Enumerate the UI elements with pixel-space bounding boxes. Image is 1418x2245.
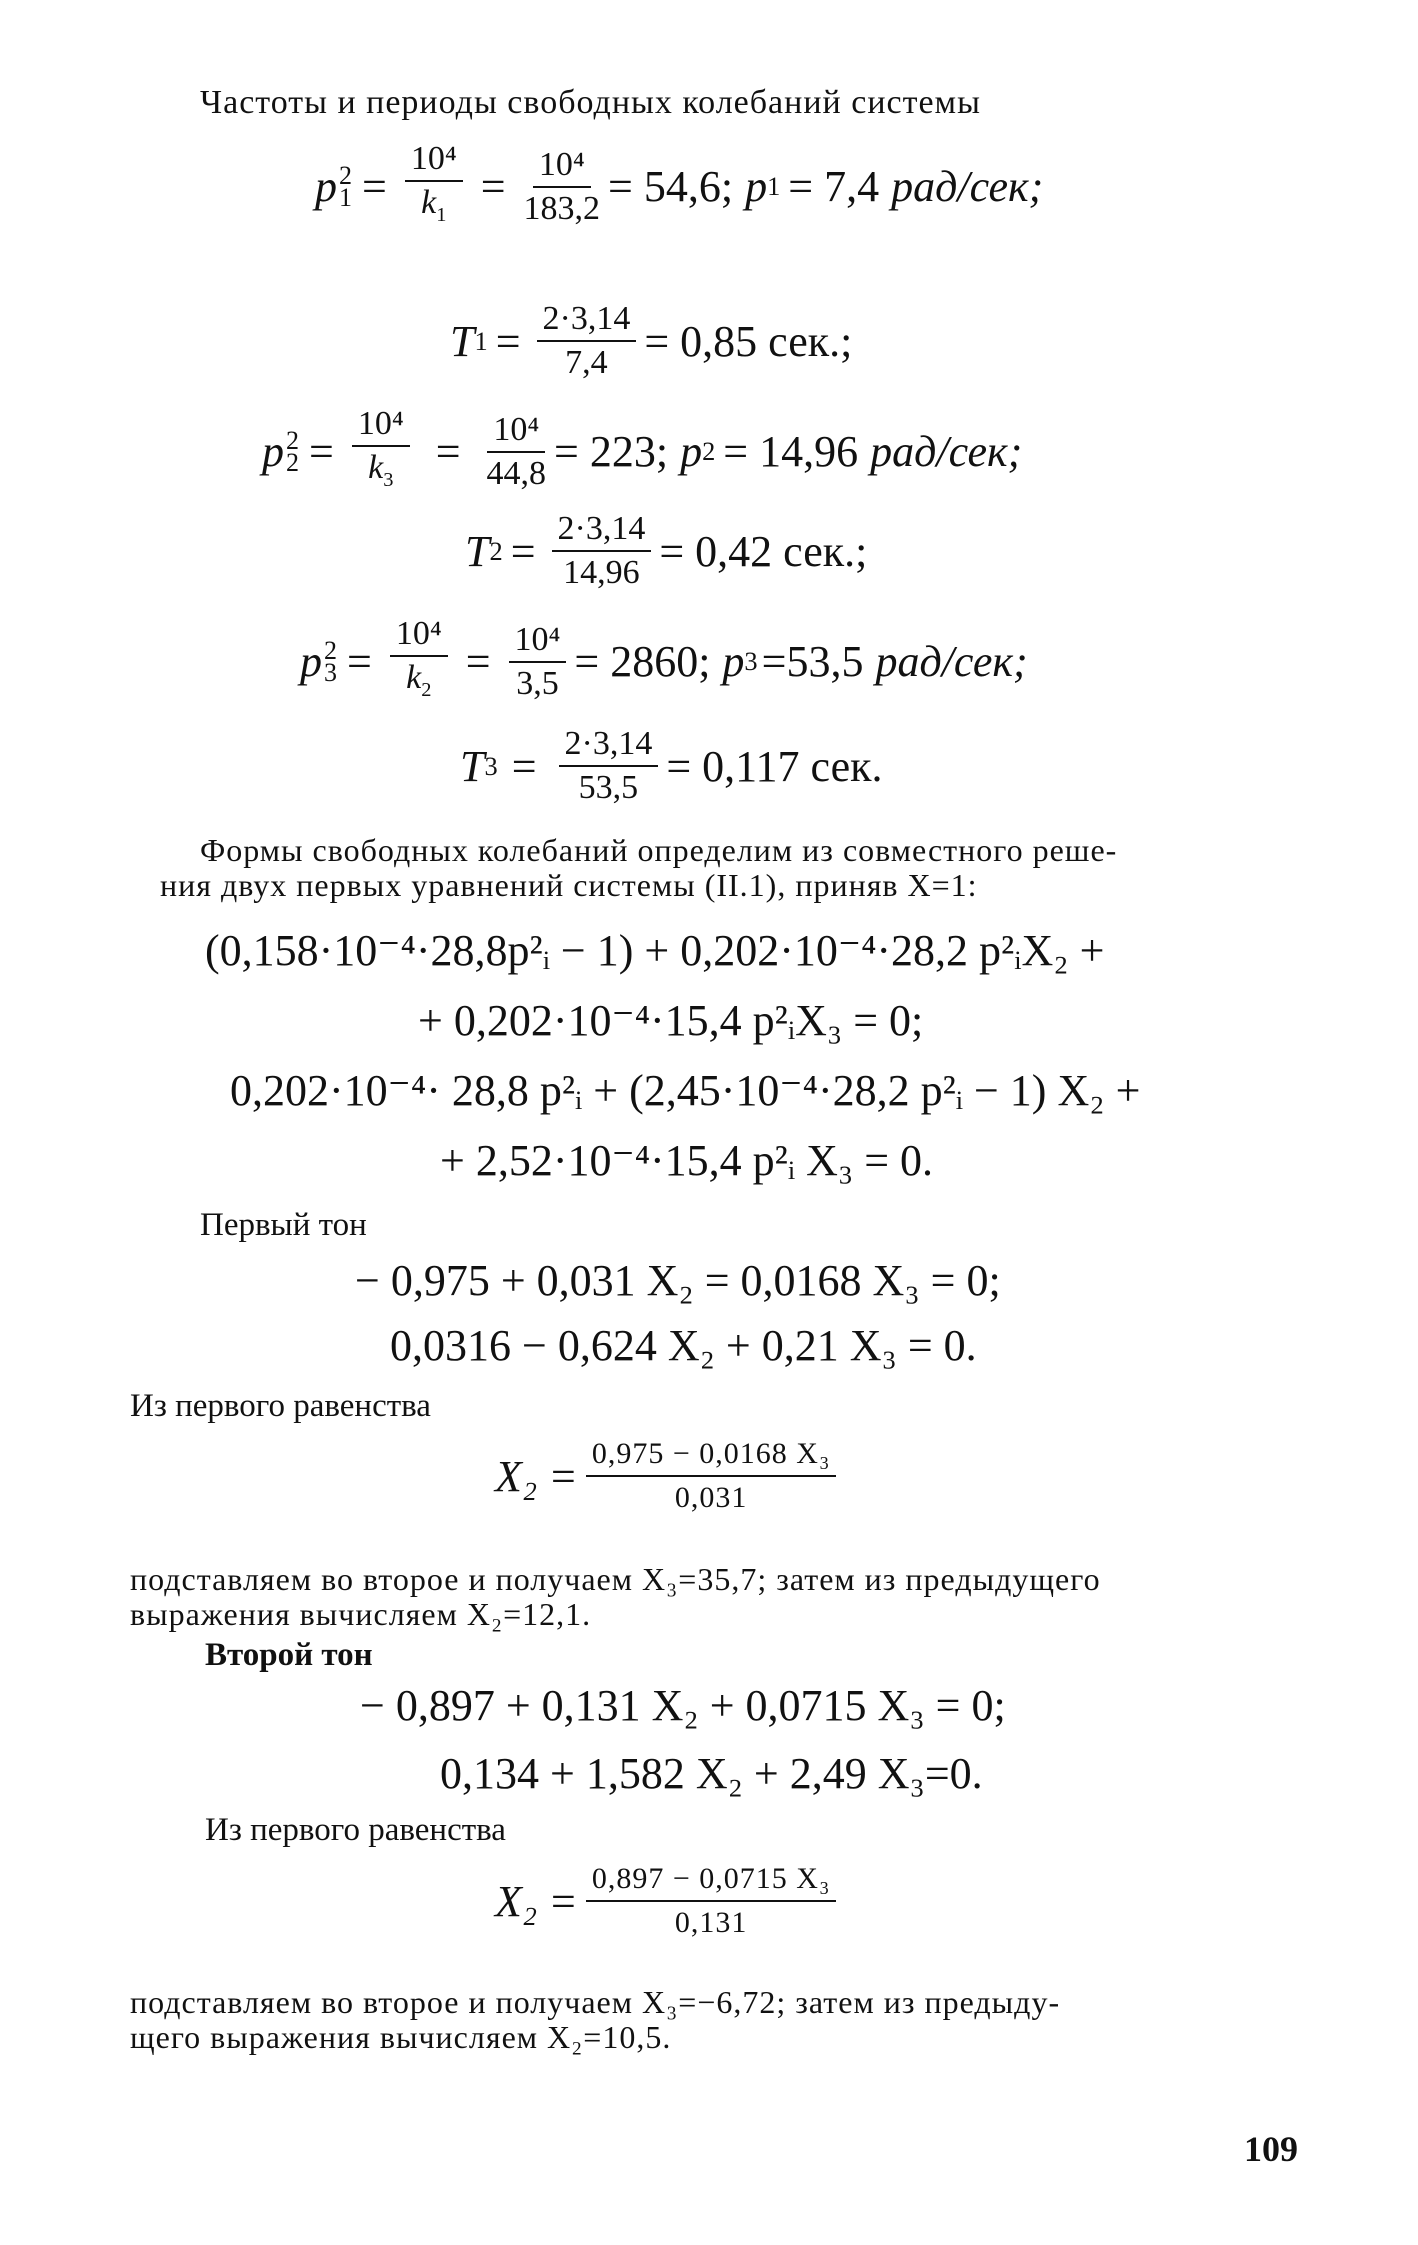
subscript: 3 xyxy=(383,468,394,491)
system-line1: (0,158·10⁻⁴·28,8p²ᵢ − 1) + 0,202·10⁻⁴·28,2 p²ᵢX₂ + xyxy=(205,926,1105,975)
page-number: 109 xyxy=(1244,2129,1298,2169)
superscript: 2 xyxy=(339,160,352,190)
fraction xyxy=(586,1860,837,1942)
numerator: 0,897 − 0,0715 X₃ xyxy=(586,1860,837,1902)
lhs: X₂ = xyxy=(495,1876,578,1926)
var-p: p xyxy=(722,637,745,687)
numerator: 10⁴ xyxy=(352,405,410,447)
fraction xyxy=(552,510,652,592)
equals-sign: = xyxy=(347,637,372,687)
numerator: 10⁴ xyxy=(487,411,545,453)
denominator: 44,8 xyxy=(486,454,547,492)
var-p: p xyxy=(315,162,337,212)
fraction xyxy=(405,140,463,234)
value: = 14,96 xyxy=(723,427,859,477)
equals-sign: = xyxy=(511,741,537,791)
subscript: 3 xyxy=(744,646,758,677)
var-k: k xyxy=(368,449,384,486)
subscript: 1 xyxy=(474,325,488,356)
fraction xyxy=(390,615,448,709)
denominator: 0,031 xyxy=(674,1481,748,1514)
subscript: 2 xyxy=(702,436,716,467)
fraction xyxy=(559,725,659,807)
subscript: 2 xyxy=(286,447,299,477)
var-T: T xyxy=(460,741,485,791)
denominator xyxy=(368,447,393,499)
denominator: 0,131 xyxy=(674,1906,748,1939)
var-p: p xyxy=(262,427,284,477)
system-line2: + 0,202·10⁻⁴·15,4 p²ᵢX₃ = 0; xyxy=(418,996,924,1045)
numerator: 10⁴ xyxy=(533,146,591,188)
unit: рад/сек; xyxy=(875,637,1028,687)
value: = 7,4 xyxy=(788,162,880,212)
result: = 0,42 сек.; xyxy=(659,526,868,576)
fraction xyxy=(487,411,547,493)
denominator xyxy=(406,657,431,709)
numerator: 0,975 − 0,0168 X₃ xyxy=(586,1435,837,1477)
sup-sub xyxy=(286,425,299,477)
superscript: 2 xyxy=(286,425,299,455)
denominator: 3,5 xyxy=(516,664,559,702)
equals-sign: = xyxy=(510,526,536,576)
denominator: 14,96 xyxy=(563,554,640,591)
second-tone-eq2: 0,134 + 1,582 X₂ + 2,49 X₃=0. xyxy=(440,1749,983,1798)
equals-sign: = xyxy=(435,427,461,477)
subscript: 3 xyxy=(324,657,337,687)
equals-sign: = xyxy=(309,427,334,477)
numerator: 2·3,14 xyxy=(537,300,637,342)
second-tone-label: Второй тон xyxy=(205,1637,373,1673)
x2-expression-2 xyxy=(495,1860,844,1942)
numerator: 10⁴ xyxy=(405,140,463,182)
equation-T3 xyxy=(460,725,883,807)
numerator: 2·3,14 xyxy=(559,725,659,767)
value: =53,5 xyxy=(761,637,864,687)
paragraph2-line1: подставляем во второе и получаем X₃=35,7; затем из предыдущего xyxy=(130,1561,1101,1597)
denominator: 183,2 xyxy=(523,189,601,227)
x2-expression-1 xyxy=(495,1435,844,1517)
fraction xyxy=(509,621,567,703)
system-line4: + 2,52·10⁻⁴·15,4 p²ᵢ X₃ = 0. xyxy=(440,1136,934,1185)
sup-sub xyxy=(324,635,337,687)
denominator: 7,4 xyxy=(565,344,608,381)
equation-p3 xyxy=(300,615,1028,709)
fraction xyxy=(352,405,410,499)
second-tone-eq1: − 0,897 + 0,131 X₂ + 0,0715 X₃ = 0; xyxy=(360,1681,1006,1730)
equation-T2 xyxy=(465,510,867,592)
var-p: p xyxy=(745,162,768,212)
sup-sub xyxy=(339,160,352,212)
equation-T1 xyxy=(450,300,852,382)
lhs: X₂ = xyxy=(495,1451,578,1501)
var-p: p xyxy=(680,427,703,477)
numerator: 10⁴ xyxy=(509,621,567,663)
var-k: k xyxy=(421,184,437,221)
subscript: 1 xyxy=(339,182,352,212)
subscript: 2 xyxy=(489,535,503,566)
result: = 0,117 сек. xyxy=(666,741,883,791)
denominator xyxy=(421,182,446,234)
var-T: T xyxy=(450,316,475,366)
superscript: 2 xyxy=(324,635,337,665)
first-tone-eq2: 0,0316 − 0,624 X₂ + 0,21 X₃ = 0. xyxy=(390,1321,977,1370)
subscript: 1 xyxy=(436,203,447,226)
from-first-equality-2: Из первого равенства xyxy=(205,1812,506,1848)
fraction xyxy=(586,1435,837,1517)
section-intro: Частоты и периоды свободных колебаний системы xyxy=(200,84,981,121)
unit: рад/сек; xyxy=(891,162,1044,212)
result: = 2860; xyxy=(574,637,711,687)
first-tone-eq1: − 0,975 + 0,031 X₂ = 0,0168 X₃ = 0; xyxy=(355,1256,1001,1305)
denominator: 53,5 xyxy=(578,769,639,806)
subscript: 2 xyxy=(421,678,432,701)
paragraph3-line1: подставляем во второе и получаем X₃=−6,72; затем из предыду- xyxy=(130,1984,1061,2020)
result: = 223; xyxy=(554,427,669,477)
subscript: 1 xyxy=(767,171,781,202)
fraction xyxy=(524,146,601,228)
system-line3: 0,202·10⁻⁴· 28,8 p²ᵢ + (2,45·10⁻⁴·28,2 p²ᵢ − 1) X₂ + xyxy=(230,1066,1141,1115)
var-p: p xyxy=(300,637,322,687)
var-T: T xyxy=(465,526,490,576)
fraction xyxy=(537,300,637,382)
equals-sign: = xyxy=(362,162,387,212)
forms-paragraph-line1: Формы свободных колебаний определим из совместного реше- xyxy=(200,832,1118,868)
equation-p2 xyxy=(262,405,1022,499)
unit: рад/сек; xyxy=(870,427,1023,477)
paragraph3-line2: щего выражения вычисляем X₂=10,5. xyxy=(130,2019,672,2055)
numerator: 2·3,14 xyxy=(552,510,652,552)
numerator: 10⁴ xyxy=(390,615,448,657)
result: = 0,85 сек.; xyxy=(644,316,853,366)
subscript: 3 xyxy=(484,750,498,781)
equals-sign: = xyxy=(480,162,506,212)
forms-paragraph-line2: ния двух первых уравнений системы (II.1), приняв X=1: xyxy=(160,867,978,903)
from-first-equality-1: Из первого равенства xyxy=(130,1388,431,1424)
equals-sign: = xyxy=(495,316,521,366)
paragraph2-line2: выражения вычисляем X₂=12,1. xyxy=(130,1596,592,1632)
var-k: k xyxy=(406,659,422,696)
result: = 54,6; xyxy=(608,162,734,212)
equals-sign: = xyxy=(465,637,491,687)
equation-p1 xyxy=(315,140,1043,234)
first-tone-label: Первый тон xyxy=(200,1207,367,1243)
